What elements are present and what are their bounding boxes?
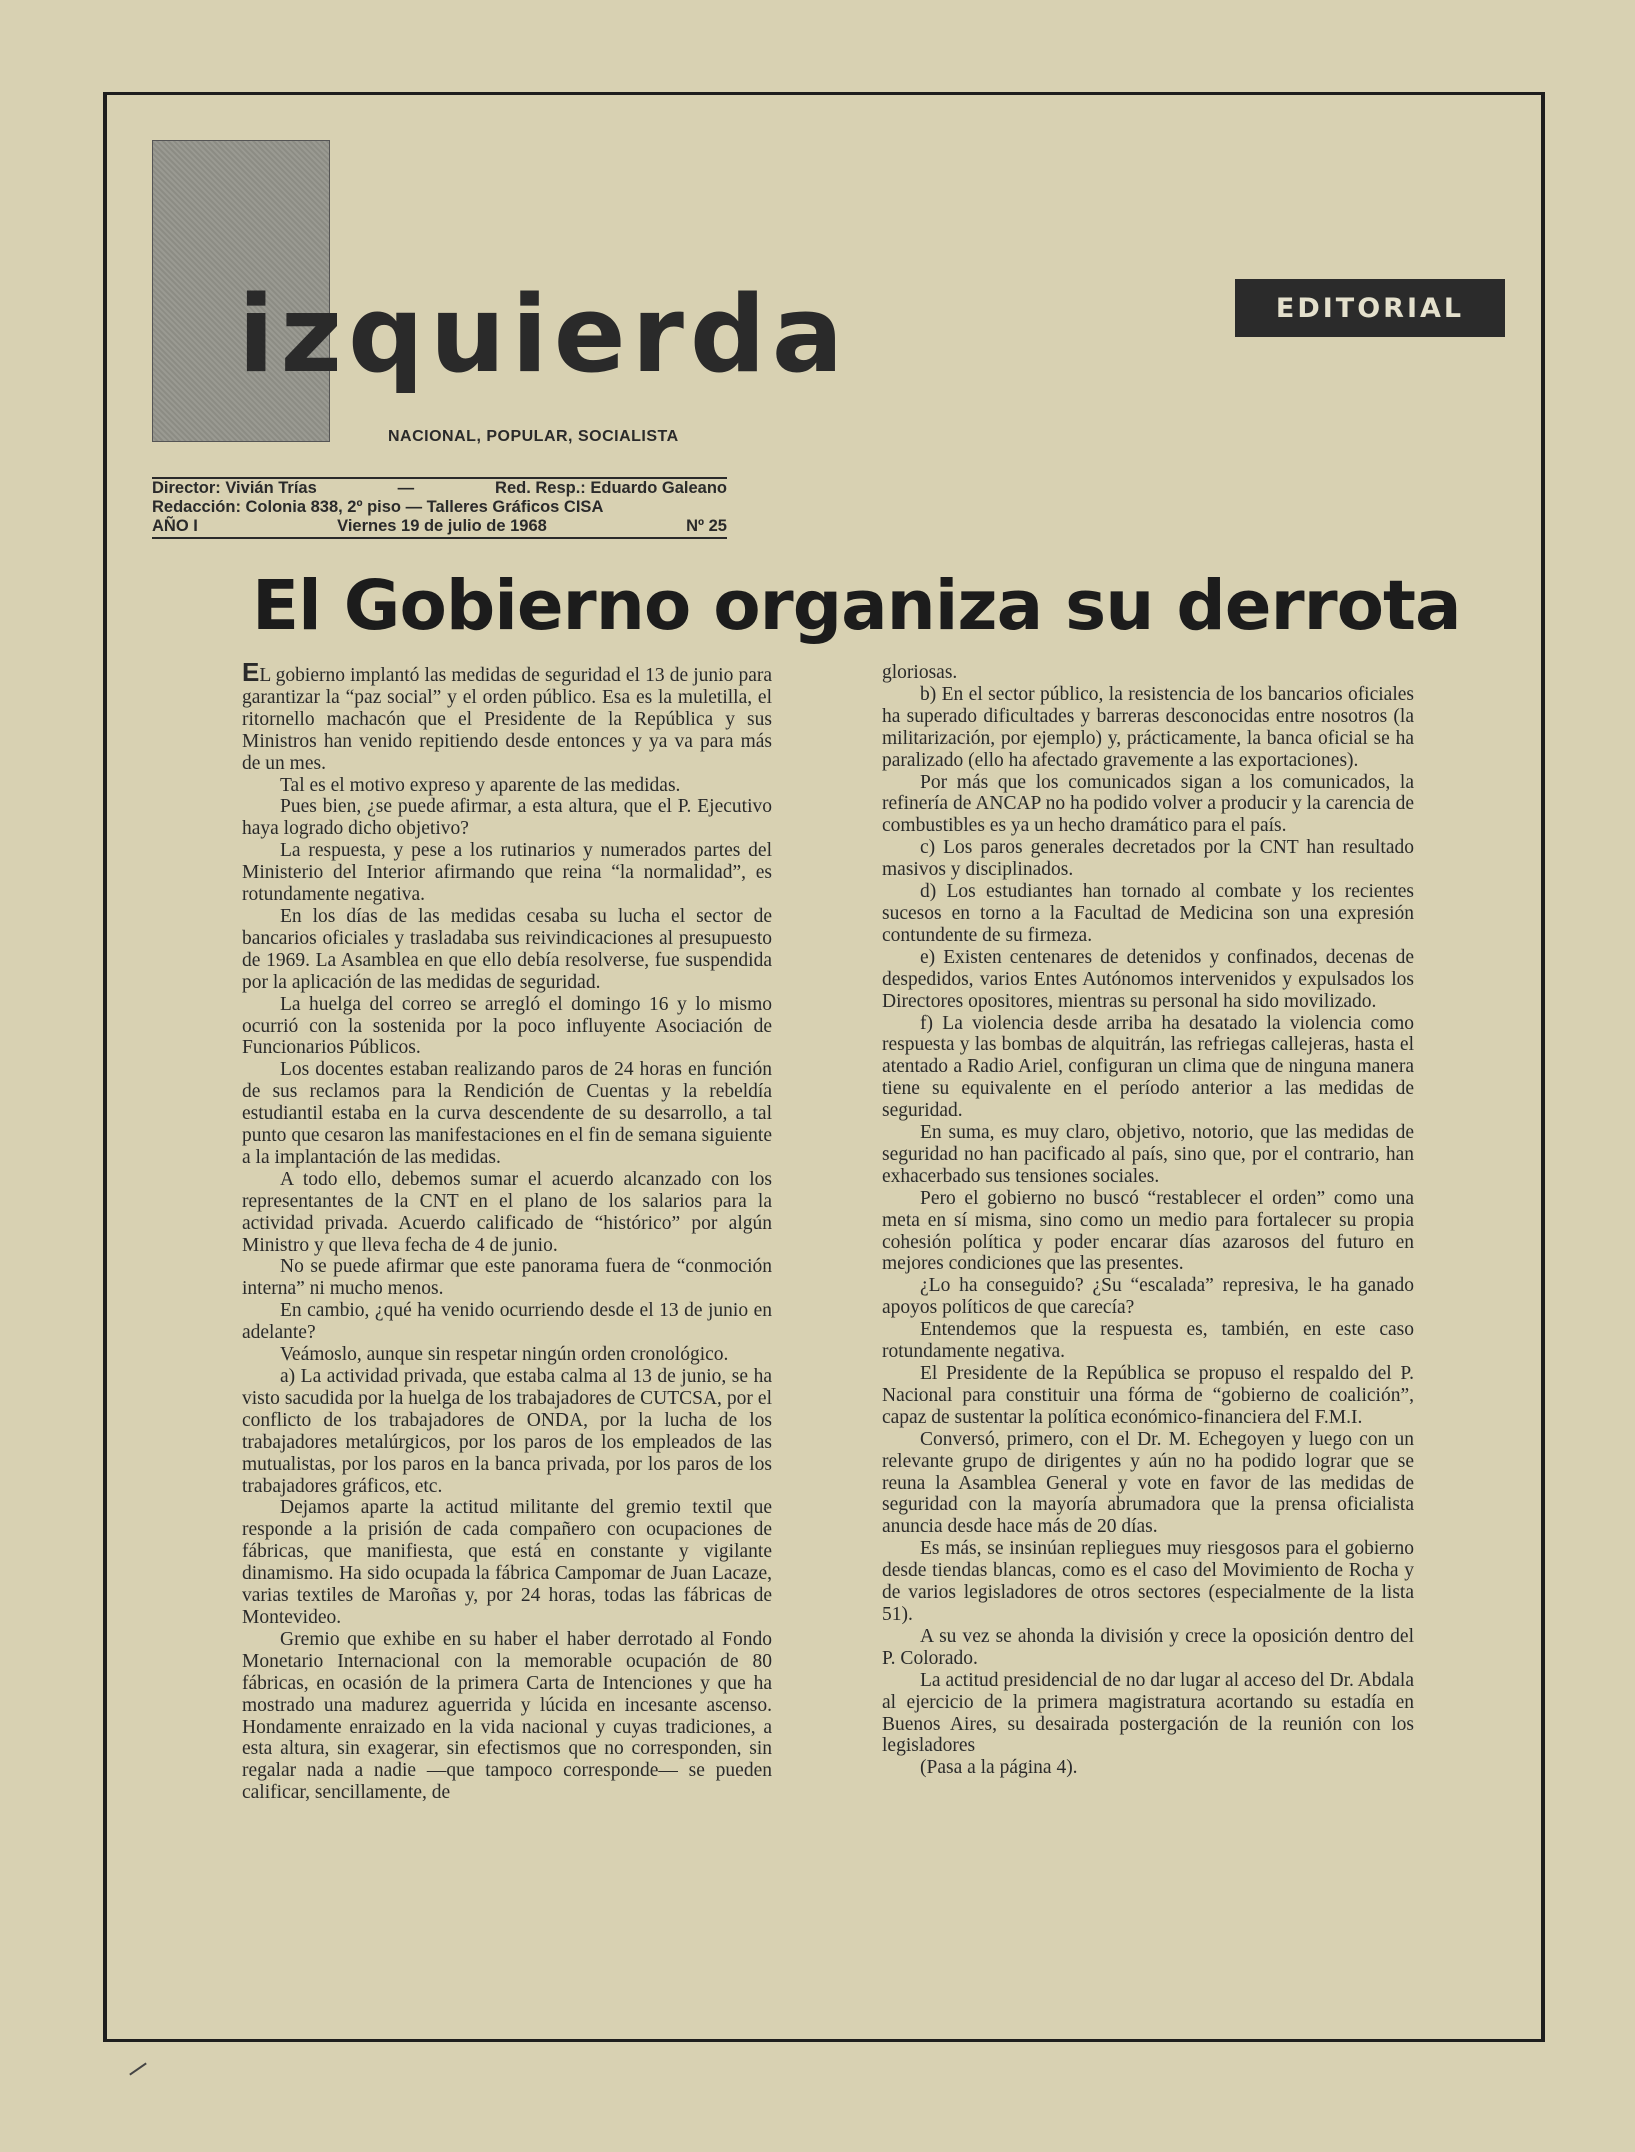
article-paragraph: La actitud presidencial de no dar lugar al acceso del Dr. Abdala al ejercicio de la primera magistratura acortando su estadía en Buenos Aires, su desairada postergación de la reunión con los legisladores <box>882 1669 1414 1757</box>
article-paragraph: El Presidente de la República se propuso el respaldo del P. Nacional para constituir una fórma de “gobierno de coalición”, capaz de sustentar la política económico-financiera del F.M.I. <box>882 1363 1414 1428</box>
imprint-editor: Red. Resp.: Eduardo Galeano <box>495 479 727 497</box>
imprint-line-issue <box>152 517 727 539</box>
article-paragraph: Dejamos aparte la actitud militante del gremio textil que responde a la prisión de cada compañero con ocupaciones de fábricas, que manifiesta, que está en constante y vigilante dinamismo. Ha sido ocupada la fábrica Campomar de Juan Lacaze, varias textiles de Maroñas y, por 24 horas, todas las fábricas de Montevideo. <box>242 1497 772 1628</box>
article-paragraph: Pues bien, ¿se puede afirmar, a esta altura, que el P. Ejecutivo haya logrado dicho objetivo? <box>242 796 772 840</box>
article-paragraph: Pero el gobierno no buscó “restablecer el orden” como una meta en sí misma, sino como un medio para fortalecer su propia cohesión política y poder encarar días azarosos del futuro en mejores condiciones que las presentes. <box>882 1187 1414 1275</box>
imprint-line-address <box>152 498 727 517</box>
imprint-block <box>152 477 727 539</box>
continued-on-page-note: (Pasa a la página 4). <box>920 1757 1078 1779</box>
imprint-director: Director: Vivián Trías <box>152 479 317 497</box>
article-paragraph: b) En el sector público, la resistencia de los bancarios oficiales ha superado dificultades y barreras desconocidas entre nosotros (la militarización, por ejemplo) y, prácticamente, la banca oficial se ha paralizado (ello ha afectado gravemente a las exportaciones). <box>882 683 1414 771</box>
article-paragraph: gloriosas. <box>882 662 958 683</box>
article-paragraph: La huelga del correo se arregló el domingo 16 y lo mismo ocurrió con la sostenida por la poco influyente Asociación de Funcionarios Públicos. <box>242 993 772 1059</box>
article-paragraph: Gremio que exhibe en su haber el haber derrotado al Fondo Monetario Internacional con la memorable ocupación de 80 fábricas, en ocasión de la primera Carta de Intenciones y que ha mostrado una madurez aguerrida y lúcida en incesante ascenso. Hondamente enraizado en la vida nacional y cuyas tradiciones, a esta altura, sin exagerar, sin efectismos que no corresponden, sin regalar nada a nadie —que tampoco corresponde— se pueden calificar, sencillamente, de <box>242 1628 772 1804</box>
article-paragraph: ¿Lo ha conseguido? ¿Su “escalada” represiva, le ha ganado apoyos políticos de que carecía? <box>882 1275 1414 1319</box>
article-paragraph: Conversó, primero, con el Dr. M. Echegoyen y luego con un relevante grupo de dirigentes y aún no ha podido lograr que se reuna la Asamblea General y vote en favor de las medidas de seguridad con la mayoría abrumadora que la prensa oficialista anuncia desde hace más de 20 días. <box>882 1428 1414 1538</box>
corner-pen-mark <box>129 2062 147 2075</box>
imprint-line-staff <box>152 479 727 498</box>
article-paragraph: Por más que los comunicados sigan a los comunicados, la refinería de ANCAP no ha podido volver a producir y la carencia de combustibles es ya un hecho dramático para el país. <box>882 771 1414 837</box>
newspaper-tagline: NACIONAL, POPULAR, SOCIALISTA <box>388 428 679 445</box>
section-badge: EDITORIAL <box>1235 279 1505 337</box>
imprint-address: Redacción: Colonia 838, 2º piso — Talleres Gráficos CISA <box>152 498 604 516</box>
drop-cap: E <box>242 657 260 687</box>
article-paragraph: EL gobierno implantó las medidas de seguridad el 13 de junio para garantizar la “paz social” y el orden público. Esa es la muletilla, el ritornello machacón que el Presidente de la República y sus Ministros han venido repitiendo desde entonces y ya va para más de un mes. <box>242 657 772 774</box>
article-paragraph: En suma, es muy claro, objetivo, notorio, que las medidas de seguridad no han pacificado al país, sino que, por el contrario, han exhacerbado sus tensiones sociales. <box>882 1122 1414 1187</box>
newspaper-logo: izquierda <box>238 273 850 396</box>
article-paragraph: Es más, se insinúan repliegues muy riesgosos para el gobierno desde tiendas blancas, como es el caso del Movimiento de Rocha y de varios legisladores de otros sectores (especialmente de la lista 51). <box>882 1538 1414 1625</box>
article-paragraph: d) Los estudiantes han tornado al combate y los recientes sucesos en torno a la Facultad de Medicina son una expresión contundente de su firmeza. <box>882 881 1414 946</box>
article-paragraph: a) La actividad privada, que estaba calma al 13 de junio, se ha visto sacudida por la huelga de los trabajadores de CUTCSA, por el conflicto de los trabajadores de ONDA, por la lucha de los trabajadores metalúrgicos, por los paros de los empleados de las mutualistas, por los paros en la banca privada, por los paros de los trabajadores gráficos, etc. <box>242 1366 772 1497</box>
article-column-right <box>882 662 1414 1779</box>
article-paragraph: La respuesta, y pese a los rutinarios y numerados partes del Ministerio del Interior afirmando que reina “la normalidad”, es rotundamente negativa. <box>242 840 772 906</box>
article-paragraph: Entendemos que la respuesta es, también, en este caso rotundamente negativa. <box>882 1319 1414 1363</box>
imprint-date: Viernes 19 de julio de 1968 <box>337 517 547 535</box>
article-paragraph: Veámoslo, aunque sin respetar ningún orden cronológico. <box>280 1344 729 1366</box>
article-paragraph: c) Los paros generales decretados por la CNT han resultado masivos y disciplinados. <box>882 837 1414 881</box>
article-paragraph: A todo ello, debemos sumar el acuerdo alcanzado con los representantes de la CNT en el plano de los salarios para la actividad privada. Acuerdo calificado de “histórico” por algún Ministro y que lleva fecha de 4 de junio. <box>242 1168 772 1256</box>
article-paragraph: En cambio, ¿qué ha venido ocurriendo desde el 13 de junio en adelante? <box>242 1300 772 1344</box>
article-paragraph: No se puede afirmar que este panorama fuera de “conmoción interna” ni mucho menos. <box>242 1256 772 1300</box>
article-paragraph: En los días de las medidas cesaba su lucha el sector de bancarios oficiales y trasladaba sus reivindicaciones al presupuesto de 1969. La Asamblea en que ello debía resolverse, fue suspendida por la aplicación de las medidas de seguridad. <box>242 905 772 993</box>
article-paragraph: A su vez se ahonda la división y crece la oposición dentro del P. Colorado. <box>882 1625 1414 1669</box>
article-paragraph: Los docentes estaban realizando paros de 24 horas en función de sus reclamos para la Rendición de Cuentas y la rebeldía estudiantil estaba en la curva descendente de su desarrollo, a tal punto que cesaron las manifestaciones en el fin de semana siguiente a la implantación de las medidas. <box>242 1059 772 1168</box>
article-paragraph: f) La violencia desde arriba ha desatado la violencia como respuesta y las bombas de alquitrán, las refriegas callejeras, hasta el atentado a Radio Ariel, configuran un clima que de ninguna manera tiene su equivalente en el período anterior a las medidas de seguridad. <box>882 1012 1414 1122</box>
article-paragraph: Tal es el motivo expreso y aparente de las medidas. <box>280 774 681 796</box>
imprint-number: Nº 25 <box>686 517 727 535</box>
imprint-year: AÑO I <box>152 517 198 535</box>
imprint-separator: — <box>397 479 415 497</box>
article-headline: El Gobierno organiza su derrota <box>252 566 1461 646</box>
article-paragraph: e) Existen centenares de detenidos y confinados, decenas de despedidos, varios Entes Autónomos intervenidos y expulsados los Directores opositores, mientras su personal ha sido movilizado. <box>882 946 1414 1012</box>
article-column-left <box>242 657 772 1804</box>
